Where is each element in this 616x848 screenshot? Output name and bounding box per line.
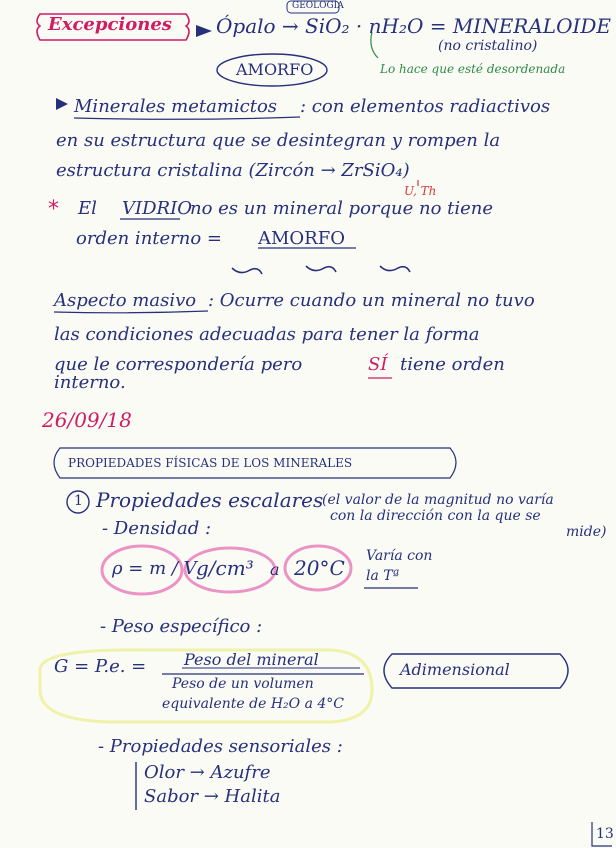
escalares-title: Propiedades escalares [96, 488, 324, 512]
page-number: 13 [596, 826, 614, 842]
temperature: 20°C [294, 556, 345, 580]
arrow-icon [196, 25, 212, 37]
metamictos-line3: estructura cristalina (Zircón → ZrSiO₄) [56, 160, 410, 181]
section-title: Excepciones [48, 14, 172, 35]
aspecto-si: SÍ [368, 354, 388, 375]
numerator: Peso del mineral [184, 650, 319, 669]
metamictos-title: Minerales metamictos [74, 96, 278, 117]
olor-item: Olor → Azufre [144, 762, 271, 783]
escalares-note1: (el valor de la magnitud no varía [322, 492, 554, 508]
tag-label: GEOLOGÍA [292, 1, 344, 11]
underline-metamictos [74, 117, 300, 119]
metamictos-line1: : con elementos radiactivos [300, 96, 551, 117]
aspecto-title: Aspecto masivo [54, 290, 197, 311]
aspecto-line3-pre: que le correspondería pero [54, 354, 303, 375]
vidrio-line2-pre: orden interno = [76, 228, 223, 249]
escalares-note3: mide) [566, 524, 607, 540]
aspecto-line4: interno. [54, 372, 126, 393]
aspecto-line1: : Ocurre cuando un mineral no tuvo [208, 290, 535, 311]
vidrio-amorfo: AMORFO [258, 228, 345, 249]
densidad-label: - Densidad : [102, 518, 212, 539]
green-note: Lo hace que esté desordenada [380, 62, 566, 76]
rho-formula: ρ = m / V [112, 558, 197, 579]
peso-especifico-label: - Peso específico : [100, 616, 263, 637]
varia-label: Varía con [366, 548, 433, 564]
denominator-2: equivalente de H₂O a 4°C [162, 696, 344, 712]
aspecto-line3-post: tiene orden [400, 354, 505, 375]
escalares-note2: con la dirección con la que se [330, 508, 541, 524]
varia-label-2: la Tª [366, 568, 400, 584]
metamictos-line2: en su estructura que se desintegran y rompen la [56, 130, 501, 151]
vidrio-line1-post: no es un mineral porque no tiene [190, 198, 494, 219]
bullet-icon [56, 98, 68, 110]
tilde-2 [306, 266, 336, 272]
amorfo-badge: AMORFO [236, 60, 314, 79]
vidrio-line1-pre: El [78, 198, 97, 219]
underline-aspecto [54, 311, 208, 313]
number-label: 1 [74, 493, 83, 509]
propiedades-title: PROPIEDADES FÍSICAS DE LOS MINERALES [68, 456, 353, 470]
opalo-formula: Ópalo → SiO₂ · nH₂O = MINERALOIDE [216, 14, 612, 38]
denominator-1: Peso de un volumen [172, 676, 314, 692]
a-label: a [270, 560, 280, 579]
sabor-item: Sabor → Halita [144, 786, 281, 807]
adimensional-label: Adimensional [400, 660, 510, 679]
vidrio-word: VIDRIO [122, 198, 192, 219]
units: g/cm³ [196, 556, 254, 580]
asterisk-icon: * [48, 197, 59, 222]
date: 26/09/18 [42, 408, 132, 432]
sensoriales-label: - Propiedades sensoriales : [98, 736, 343, 757]
g-pe-label: G = P.e. = [54, 656, 147, 677]
metamictos-red-note: U, Th [404, 184, 437, 198]
aspecto-line2: las condiciones adecuadas para tener la forma [54, 324, 480, 345]
tilde-1 [232, 268, 262, 274]
no-cristalino-note: (no cristalino) [438, 38, 538, 54]
tilde-3 [380, 266, 410, 272]
